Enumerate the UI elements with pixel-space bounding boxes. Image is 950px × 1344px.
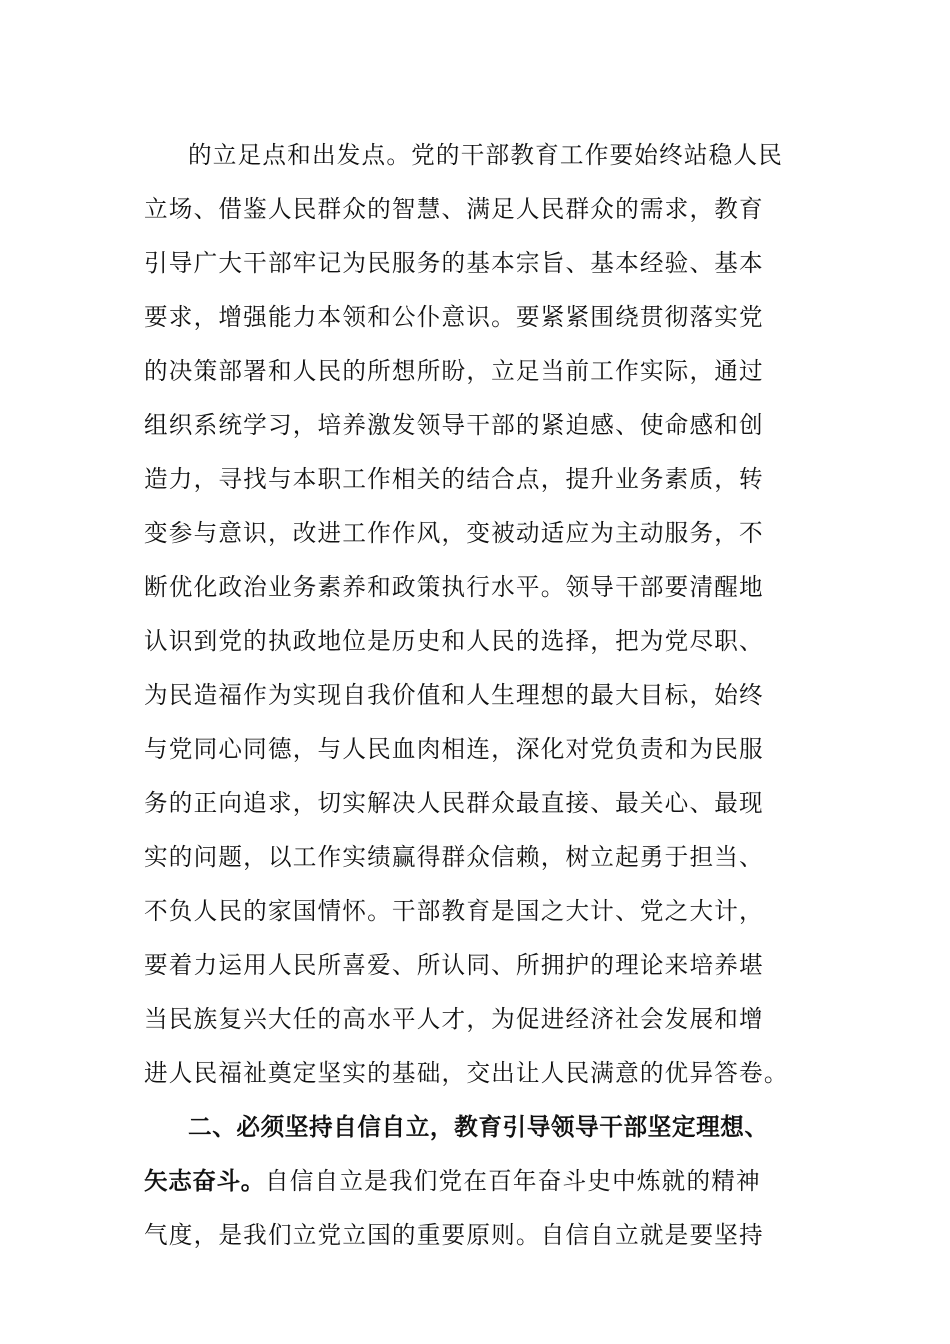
paragraph-line: 要着力运用人民所喜爱、所认同、所拥护的理论来培养堪	[144, 951, 764, 979]
paragraph-line: 立场、借鉴人民群众的智慧、满足人民群众的需求，教育	[144, 195, 764, 223]
document-body	[144, 128, 804, 1262]
section-2	[144, 1100, 804, 1262]
paragraph-line: 不负人民的家国情怀。干部教育是国之大计、党之大计，	[144, 897, 764, 925]
paragraph-line: 的立足点和出发点。党的干部教育工作要始终站稳人民	[188, 141, 784, 169]
paragraph-line: 引导广大干部牢记为民服务的基本宗旨、基本经验、基本	[144, 249, 764, 277]
paragraph-line: 为民造福作为实现自我价值和人生理想的最大目标，始终	[144, 681, 764, 709]
paragraph-line: 务的正向追求，切实解决人民群众最直接、最关心、最现	[144, 789, 764, 817]
section-heading-end: 矢志奋斗。	[144, 1167, 265, 1195]
paragraph-line: 实的问题，以工作实绩赢得群众信赖，树立起勇于担当、	[144, 843, 764, 871]
section-heading: 二、必须坚持自信自立，教育引导领导干部坚定理想、	[188, 1113, 769, 1141]
paragraph-line: 认识到党的执政地位是历史和人民的选择，把为党尽职、	[144, 627, 764, 655]
section-heading-continuation-line	[144, 1154, 804, 1208]
paragraph-line: 造力，寻找与本职工作相关的结合点，提升业务素质，转	[144, 465, 764, 493]
paragraph-line: 与党同心同德，与人民血肉相连，深化对党负责和为民服	[144, 735, 764, 763]
paragraph-line: 当民族复兴大任的高水平人才，为促进经济社会发展和增	[144, 1005, 764, 1033]
paragraph-line: 组织系统学习，培养激发领导干部的紧迫感、使命感和创	[144, 411, 764, 439]
paragraph-line: 的决策部署和人民的所想所盼，立足当前工作实际，通过	[144, 357, 764, 385]
section-body-text: 自信自立是我们党在百年奋斗史中炼就的精神	[264, 1167, 761, 1195]
paragraph-line: 变参与意识，改进工作作风，变被动适应为主动服务，不	[144, 519, 764, 547]
paragraph-1	[144, 128, 804, 1100]
paragraph-line: 气度，是我们立党立国的重要原则。自信自立就是要坚持	[144, 1221, 764, 1249]
paragraph-line: 断优化政治业务素养和政策执行水平。领导干部要清醒地	[144, 573, 764, 601]
paragraph-line: 要求，增强能力本领和公仆意识。要紧紧围绕贯彻落实党	[144, 303, 764, 331]
paragraph-line: 进人民福祉奠定坚实的基础，交出让人民满意的优异答卷。	[144, 1059, 789, 1087]
